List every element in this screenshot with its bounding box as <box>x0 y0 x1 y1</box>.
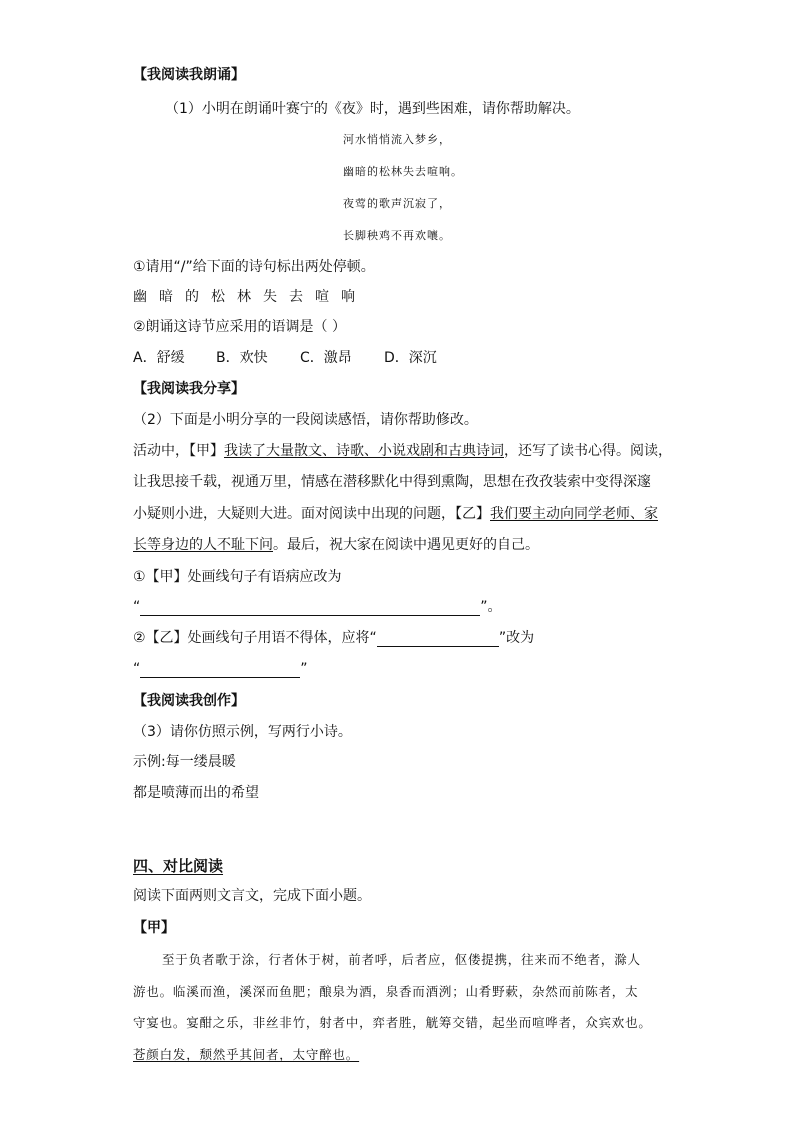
classical-text-line-4: 苍颜白发，颓然乎其间者，太守醉也。 <box>133 1047 360 1062</box>
poem-line-4: 长脚秧鸡不再欢嚷。 <box>343 229 451 242</box>
section-header-create: 【我阅读我创作】 <box>133 693 245 709</box>
passage-line-1 <box>133 442 672 460</box>
example-line-1: 示例:每一缕晨暖 <box>133 754 236 770</box>
underlined-sentence-jia: 我读了大量散文、诗歌、小说戏剧和古典诗词 <box>224 443 504 459</box>
example-line-2: 都是喷薄而出的希望 <box>133 785 259 801</box>
open-quote-2: “ <box>133 661 141 677</box>
sub-question-1-1: ①请用“/”给下面的诗句标出两处停顿。 <box>133 259 375 275</box>
passage-4-suffix: 。最后，祝大家在阅读中遇见更好的自己。 <box>273 537 539 553</box>
section-four-instruction: 阅读下面两则文言文，完成下面小题。 <box>133 888 371 904</box>
sub-2-2-middle: ”改为 <box>498 630 535 646</box>
classical-text-line-2: 游也。临溪而渔，溪深而鱼肥；酿泉为酒，泉香而酒洌；山肴野蔌，杂然而前陈者，太 <box>133 984 639 999</box>
passage-1-suffix: ，还写了读书心得。阅读， <box>504 443 672 459</box>
answer-line-2-1 <box>133 598 502 616</box>
passage-line-2: 让我思接千载，视通万里，情感在潜移默化中得到熏陶，思想在孜孜装索中变得深邃 <box>133 474 651 490</box>
answer-line-2-2 <box>133 660 308 678</box>
sub-question-2-2 <box>133 629 534 647</box>
passage-1-prefix: 活动中，【甲】 <box>133 443 224 459</box>
passage-line-4 <box>133 536 539 554</box>
answer-blank-yi-original[interactable] <box>377 632 499 647</box>
section-header-read-aloud: 【我阅读我朗诵】 <box>133 67 245 83</box>
text-jia-label: 【甲】 <box>133 920 175 936</box>
open-quote: “ <box>133 599 141 615</box>
classical-text-line-3: 守宴也。宴酣之乐，非丝非竹，射者中，弈者胜，觥筹交错，起坐而喧哗者，众宾欢也。 <box>133 1015 652 1030</box>
answer-blank-jia[interactable] <box>140 601 480 616</box>
line-to-mark: 幽暗的松林失去喧响 <box>133 289 367 305</box>
question-2: （2）下面是小明分享的一段阅读感悟，请你帮助修改。 <box>133 412 478 428</box>
close-quote-period: ”。 <box>480 599 502 615</box>
sub-question-1-2: ②朗诵这诗节应采用的语调是（ ） <box>133 319 347 335</box>
classical-text-line-1: 至于负者歌于涂，行者休于树，前者呼，后者应，伛偻提携，往来而不绝者，滁人 <box>162 952 641 967</box>
answer-blank-yi-replacement[interactable] <box>140 663 300 678</box>
passage-line-3 <box>133 505 658 523</box>
underlined-sentence-yi-part2: 长等身边的人不耻下问 <box>133 537 273 553</box>
question-3: （3）请你仿照示例，写两行小诗。 <box>133 724 352 740</box>
sub-question-2-1: ①【甲】处画线句子有语病应改为 <box>133 569 342 585</box>
section-four-title: 四、对比阅读 <box>133 857 224 875</box>
option-b[interactable]: B．欢快 <box>216 350 268 366</box>
question-1: （1）小明在朗诵叶赛宁的《夜》时，遇到些困难，请你帮助解决。 <box>165 101 580 117</box>
poem-line-3: 夜莺的歌声沉寂了， <box>343 197 451 210</box>
option-c[interactable]: C．激昂 <box>300 350 352 366</box>
poem-line-1: 河水悄悄流入梦乡， <box>343 133 451 146</box>
close-quote: ” <box>300 661 308 677</box>
passage-3-prefix: 小疑则小进，大疑则大进。面对阅读中出现的问题，【乙】 <box>133 506 490 522</box>
poem-line-2: 幽暗的松林失去喧响。 <box>343 165 463 178</box>
option-d[interactable]: D．深沉 <box>384 350 437 366</box>
underlined-sentence-yi-part1: 我们要主动向同学老师、家 <box>490 506 658 522</box>
option-a[interactable]: A．舒缓 <box>133 350 185 366</box>
section-header-share: 【我阅读我分享】 <box>133 381 245 397</box>
sub-2-2-prefix: ②【乙】处画线句子用语不得体，应将“ <box>133 630 377 646</box>
